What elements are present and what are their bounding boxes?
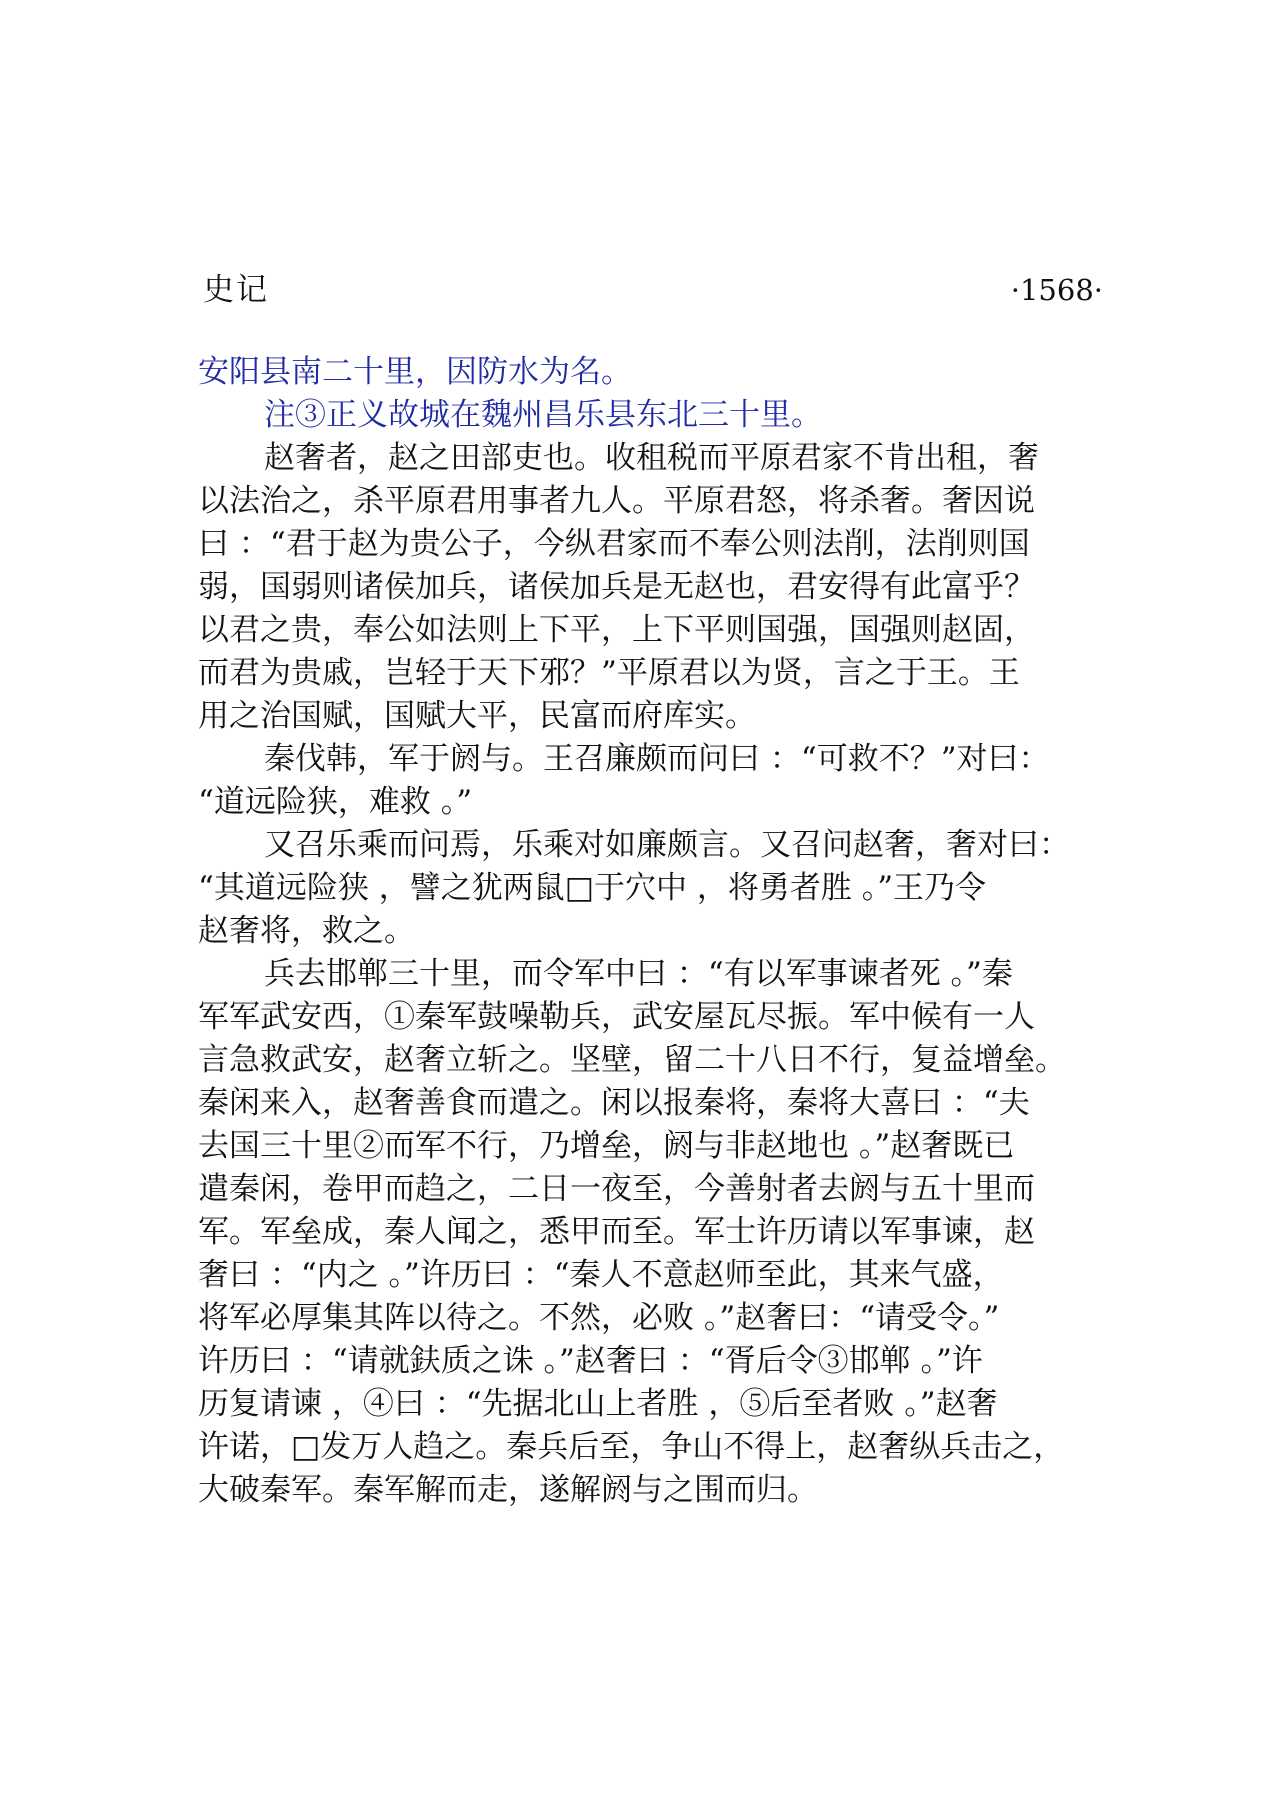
text-line: 许历曰 ：“请就鈇质之诛 。”赵奢曰 ：“胥后令③邯郸 。”许 <box>198 1343 983 1379</box>
text-line: 军。军垒成，秦人闻之，悉甲而至。军士许历请以军事谏，赵 <box>198 1214 1035 1250</box>
text-line: “道远险狭，难救 。” <box>198 784 473 820</box>
text-line: 赵奢将，救之。 <box>198 913 415 949</box>
text-line: 秦闲来入，赵奢善食而遣之。闲以报秦将，秦将大喜曰 ：“夫 <box>198 1085 1030 1121</box>
text-line: 历复请谏 ，④曰 ：“先据北山上者胜 ，⑤后至者败 。”赵奢 <box>198 1386 998 1422</box>
page-number: ·1568· <box>1010 273 1103 307</box>
text-line: 赵奢者，赵之田部吏也。收租税而平原君家不肯出租，奢 <box>264 440 1039 476</box>
text-line: 遣秦闲，卷甲而趋之，二日一夜至，今善射者去阏与五十里而 <box>198 1171 1035 1207</box>
body-text <box>198 351 1118 1512</box>
note-line: 注③正义故城在魏州昌乐县东北三十里。 <box>264 397 822 433</box>
text-line: 弱，国弱则诸侯加兵，诸侯加兵是无赵也，君安得有此富乎？ <box>198 569 1035 605</box>
page-header <box>203 268 1103 312</box>
text-line: 而君为贵戚，岂轻于天下邪？”平原君以为贤，言之于王。王 <box>198 655 1020 691</box>
text-line: 又召乐乘而问焉，乐乘对如廉颇言。又召问赵奢，奢对曰： <box>264 827 1070 863</box>
text-line: 大破秦军。秦军解而走，遂解阏与之围而归。 <box>198 1472 818 1508</box>
text-line: 曰 ：“君于赵为贵公子，今纵君家而不奉公则法削，法削则国 <box>198 526 1030 562</box>
text-line: 去国三十里②而军不行，乃增垒，阏与非赵地也 。”赵奢既已 <box>198 1128 1015 1164</box>
text-line: 以君之贵，奉公如法则上下平，上下平则国强，国强则赵固， <box>198 612 1035 648</box>
text-line: 奢曰 ：“内之 。”许历曰 ：“秦人不意赵师至此，其来气盛， <box>198 1257 1004 1293</box>
note-line: 安阳县南二十里，因防水为名。 <box>198 354 632 390</box>
book-title: 史记 <box>203 272 269 308</box>
text-line: 许诺，□发万人趋之。秦兵后至，争山不得上，赵奢纵兵击之， <box>198 1429 1065 1465</box>
text-line: 言急救武安，赵奢立斩之。坚壁，留二十八日不行，复益增垒。 <box>198 1042 1066 1078</box>
text-line: 军军武安西，①秦军鼓噪勒兵，武安屋瓦尽振。军中候有一人 <box>198 999 1035 1035</box>
text-line: 兵去邯郸三十里，而令军中曰 ：“有以军事谏者死 。”秦 <box>264 956 1013 992</box>
text-line: “其道远险狭 ，譬之犹两鼠□于穴中 ，将勇者胜 。”王乃令 <box>198 870 987 906</box>
text-line: 以法治之，杀平原君用事者九人。平原君怒，将杀奢。奢因说 <box>198 483 1035 519</box>
text-line: 将军必厚集其阵以待之。不然，必败 。”赵奢曰：“请受令。” <box>198 1300 1000 1336</box>
text-line: 用之治国赋，国赋大平，民富而府库实。 <box>198 698 756 734</box>
text-line: 秦伐韩，军于阏与。王召廉颇而问曰 ：“可救不？”对曰： <box>264 741 1050 777</box>
